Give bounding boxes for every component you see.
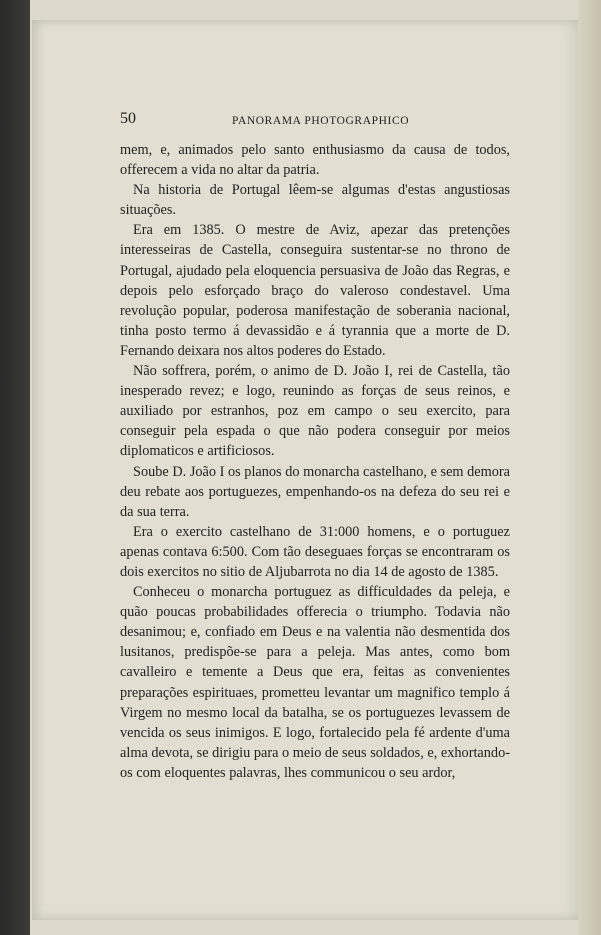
page-header <box>120 110 516 130</box>
paragraph-3: Era em 1385. O mestre de Aviz, apezar das pretenções interesseiras de Castella, conseguira sustentar-se no throno de Portugal, ajudado pela eloquencia persuasiva de João das Regras, e depois pelo esforçado braço do valeroso condestavel. Uma revolução popular, poderosa manifestação de soberania nacional, tinha posto termo á devassidão e á tyrannia que a morte de D. Fernando deixara nos altos poderes do Estado. <box>120 222 510 359</box>
paragraph-6: Era o exercito castelhano de 31:000 homens, e o portuguez apenas contava 6:500. Com tão deseguaes forças se encontraram os dois exercitos no sitio de Aljubarrota no dia 14 de agosto de 1385. <box>120 523 510 580</box>
paragraph-2: Na historia de Portugal lêem-se algumas d'estas angustiosas situações. <box>120 182 510 219</box>
next-page-edge <box>578 0 601 935</box>
paragraph-1: mem, e, animados pelo santo enthusiasmo da causa de todos, offerecem a vida no altar da patria. <box>120 142 510 179</box>
paragraph-4: Não soffrera, porém, o animo de D. João I, rei de Castella, tão inesperado revez; e logo, reunindo as forças de seus reinos, e auxiliado por estranhos, poz em campo o seu exercito, para conseguir pela espada o que não podera conseguir por meios diplomaticos e artificiosos. <box>120 363 510 460</box>
paragraph-5: Soube D. João I os planos do monarcha castelhano, e sem demora deu rebate aos portuguezes, empenhando-os na defeza do seu rei e da sua terra. <box>120 463 510 520</box>
page-number: 50 <box>120 110 136 127</box>
paragraph-7: Conheceu o monarcha portuguez as difficuldades da peleja, e quão poucas probabilidades offerecia o triumpho. Todavia não desanimou; e, confiado em Deus e na valentia não desmentida dos lusitanos, predispõe-se para a peleja. Mas antes, como bom cavalleiro e temente a Deus que era, feitas as convenientes preparações espirituaes, prometteu levantar um magnifico templo á Virgem no mesmo local da batalha, se os portuguezes levassem de vencida os seus inimigos. E logo, fortalecido pela fé ardente d'uma alma devota, se dirigiu para o meio de seus soldados, e, exhortando-os com eloquentes palavras, lhes communicou o seu ardor, <box>120 584 510 781</box>
running-title: PANORAMA PHOTOGRAPHICO <box>232 115 410 127</box>
body-text <box>120 140 510 783</box>
